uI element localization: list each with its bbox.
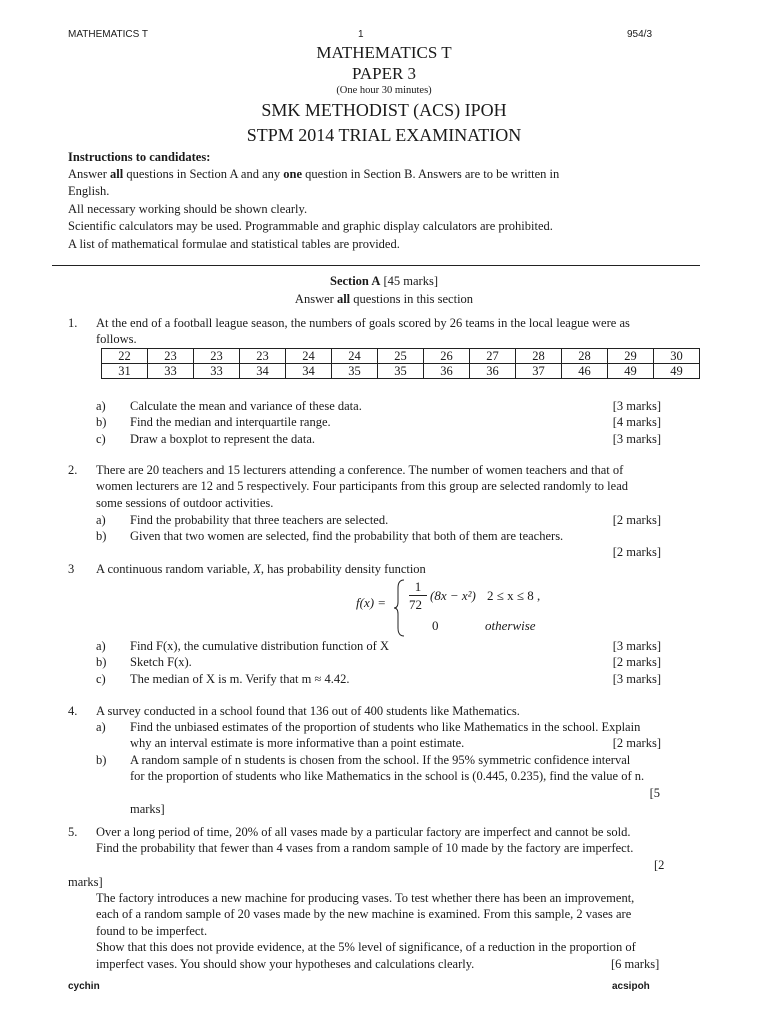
- fraction-bar: [409, 595, 427, 596]
- table-cell: 30: [654, 349, 700, 364]
- part-marks: [2 marks]: [612, 545, 661, 559]
- question-text-line: follows.: [96, 332, 137, 347]
- title-subject: MATHEMATICS T: [316, 43, 452, 62]
- part-label: a): [96, 513, 106, 527]
- title-school: SMK METHODIST (ACS) IPOH: [261, 100, 507, 120]
- title-paper: PAPER 3: [351, 64, 417, 83]
- part-label: a): [96, 720, 106, 734]
- formula-condition: 2 ≤ x ≤ 8 ,: [487, 588, 541, 603]
- part-marks: [2 marks]: [612, 655, 661, 670]
- left-brace: [394, 578, 406, 638]
- table-cell: 35: [332, 364, 378, 379]
- question-4-part-a: [96, 719, 700, 753]
- part-label: c): [96, 671, 106, 686]
- page-number: 1: [358, 29, 364, 40]
- table-cell: 26: [424, 349, 470, 364]
- formula-lhs: f(x) =: [356, 595, 387, 610]
- formula-otherwise: otherwise: [485, 618, 536, 633]
- part-marks: [5: [649, 786, 660, 800]
- question-text-line: found to be imperfect.: [96, 923, 208, 938]
- part-label: b): [96, 655, 107, 670]
- question-text: [96, 315, 698, 348]
- table-cell: 46: [562, 364, 608, 379]
- table-cell: 25: [378, 349, 424, 364]
- part-text: Draw a boxplot to represent the data.: [130, 431, 316, 446]
- question-4-part-b: [96, 752, 700, 816]
- part-label: b): [96, 415, 107, 430]
- question-text-line: There are 20 teachers and 15 lecturers attending a conference. The number of women teachers and that of: [96, 463, 624, 477]
- marks-wrap: marks]: [68, 875, 103, 889]
- instructions-heading: Instructions to candidates:: [68, 150, 211, 164]
- question-text: [96, 824, 706, 857]
- question-text-line: At the end of a football league season, the numbers of goals scored by 26 teams in the local league were as: [96, 316, 630, 330]
- table-cell: 28: [562, 349, 608, 364]
- part-text: Sketch F(x).: [130, 655, 192, 670]
- part-marks: [3 marks]: [612, 639, 661, 653]
- part-marks: [3 marks]: [612, 431, 661, 446]
- table-cell: 28: [516, 349, 562, 364]
- question-part: [96, 671, 661, 687]
- formula-expression: (8x − x²): [430, 588, 476, 603]
- question-number: 4.: [68, 704, 78, 718]
- part-text: Find F(x), the cumulative distribution function of X: [130, 639, 389, 653]
- section-a-title: Section A [45 marks]: [330, 274, 438, 288]
- section-divider: [52, 265, 700, 266]
- section-a-subtitle: Answer all questions in this section: [294, 292, 474, 306]
- part-text: Find the probability that three teachers are selected.: [130, 513, 389, 527]
- question-text-line: Over a long period of time, 20% of all vases made by a particular factory are imperfect and cannot be sold.: [96, 825, 631, 839]
- question-text-line: women lecturers are 12 and 5 respectively. Four participants from this group are selected randomly to lead: [96, 479, 628, 494]
- instructions-line-1: Answer all questions in Section A and any one question in Section B. Answers are to be written in: [68, 167, 560, 181]
- question-text-line: some sessions of outdoor activities.: [96, 495, 274, 510]
- part-label: b): [96, 753, 107, 767]
- question-text: A survey conducted in a school found that 136 out of 400 students like Mathematics.: [96, 704, 520, 718]
- question-number: 5.: [68, 825, 78, 839]
- question-text: A continuous random variable, X, has probability density function: [96, 562, 426, 576]
- question-3-parts: [96, 638, 661, 688]
- question-part: [96, 654, 661, 670]
- part-text: Find the median and interquartile range.: [130, 415, 331, 430]
- table-cell: 37: [516, 364, 562, 379]
- question-text: [96, 462, 698, 511]
- question-text-line: The factory introduces a new machine for producing vases. To test whether there has been an improvement,: [96, 891, 635, 905]
- marks: [6 marks]: [611, 957, 660, 971]
- table-cell: 24: [332, 349, 378, 364]
- fraction-numerator: 1: [414, 579, 422, 594]
- instructions-line-2: English.: [68, 184, 110, 198]
- part-text: Find the unbiased estimates of the proportion of students who like Mathematics in the school. Explain why an interval estimate is more informative than a point estimate.: [130, 720, 641, 751]
- question-number: 2.: [68, 463, 78, 477]
- part-text: Calculate the mean and variance of these data.: [130, 399, 362, 413]
- question-part: [96, 414, 661, 430]
- part-marks: [2 marks]: [612, 513, 661, 527]
- part-label: a): [96, 639, 106, 653]
- question-1-parts: [96, 398, 661, 448]
- part-label: a): [96, 399, 106, 413]
- question-2-part-a: [96, 512, 661, 529]
- part-label: c): [96, 431, 106, 446]
- question-part: [96, 431, 661, 447]
- table-cell: 35: [378, 364, 424, 379]
- goals-table: [101, 348, 700, 379]
- table-row: [102, 364, 700, 379]
- part-marks: [2 marks]: [612, 736, 661, 750]
- instructions-line-4: Scientific calculators may be used. Programmable and graphic display calculators are prohibited.: [68, 219, 553, 233]
- part-marks: [4 marks]: [612, 415, 661, 430]
- question-text-line: imperfect vases. You should show your hypotheses and calculations clearly.: [96, 956, 475, 971]
- header-left: MATHEMATICS T: [68, 29, 148, 40]
- part-text: A random sample of n students is chosen from the school. If the 95% symmetric confidence interval for the proportion of students who like Mathematics in the school is (0.445, 0.235), find the value of n.: [130, 753, 645, 784]
- question-number: 3: [68, 562, 75, 576]
- footer-left: cychin: [68, 981, 100, 992]
- title-exam: STPM 2014 TRIAL EXAMINATION: [246, 125, 522, 145]
- question-number: 1.: [68, 316, 78, 330]
- question-text-line: Find the probability that fewer than 4 vases from a random sample of 10 made by the factory are imperfect.: [96, 841, 634, 856]
- table-cell: 49: [608, 364, 654, 379]
- table-cell: 33: [194, 364, 240, 379]
- table-cell: 23: [240, 349, 286, 364]
- part-label: b): [96, 529, 107, 543]
- part-marks: [3 marks]: [612, 399, 661, 413]
- table-cell: 22: [102, 349, 148, 364]
- part-text: The median of X is m. Verify that m ≈ 4.42.: [130, 671, 350, 686]
- table-cell: 34: [240, 364, 286, 379]
- table-cell: 23: [148, 349, 194, 364]
- marks-wrap: [2: [654, 858, 665, 872]
- question-part: [96, 638, 661, 654]
- table-cell: 36: [424, 364, 470, 379]
- question-5: [0, 824, 768, 974]
- part-marks-wrap: marks]: [130, 802, 165, 816]
- table-cell: 24: [286, 349, 332, 364]
- table-cell: 29: [608, 349, 654, 364]
- footer-right: acsipoh: [612, 981, 650, 992]
- question-text-line: Show that this does not provide evidence, at the 5% level of significance, of a reduction in the proportion of: [96, 940, 636, 955]
- formula-zero: 0: [432, 618, 439, 633]
- part-text: Given that two women are selected, find the probability that both of them are teachers.: [130, 529, 564, 543]
- table-cell: 27: [470, 349, 516, 364]
- table-cell: 33: [148, 364, 194, 379]
- part-marks: [3 marks]: [612, 671, 661, 686]
- header-right: 954/3: [627, 29, 653, 40]
- table-cell: 36: [470, 364, 516, 379]
- table-row: [102, 349, 700, 364]
- table-cell: 34: [286, 364, 332, 379]
- question-part: [96, 398, 661, 414]
- table-cell: 23: [194, 349, 240, 364]
- question-text-line: each of a random sample of 20 vases made by the new machine is examined. From this sample, 2 vases are: [96, 907, 632, 922]
- pdf-formula: [356, 578, 556, 638]
- table-cell: 49: [654, 364, 700, 379]
- fraction-denominator: 72: [409, 597, 422, 612]
- instructions-line-3: All necessary working should be shown clearly.: [68, 202, 308, 216]
- table-cell: 31: [102, 364, 148, 379]
- instructions-line-5: A list of mathematical formulae and statistical tables are provided.: [68, 237, 400, 251]
- title-duration: (One hour 30 minutes): [336, 85, 432, 96]
- question-2-part-b: [96, 528, 661, 562]
